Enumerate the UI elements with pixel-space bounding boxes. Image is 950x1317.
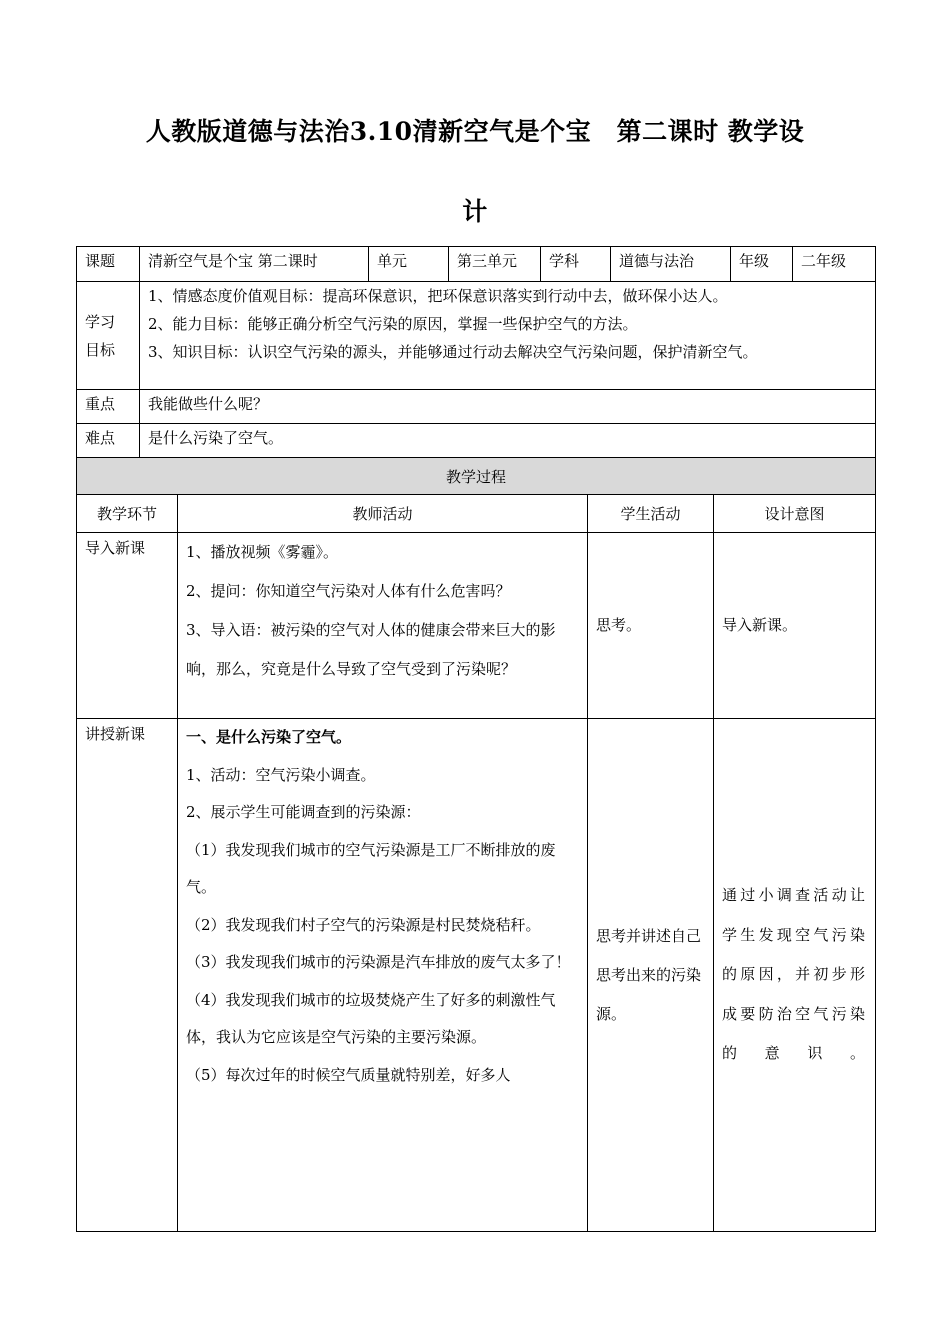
- intro-intent: 导入新课。: [714, 533, 876, 719]
- goals-cell: [140, 282, 876, 390]
- process-header: 教学过程: [77, 458, 876, 495]
- document-title-line-2: 计: [462, 197, 488, 226]
- difficult-label: 难点: [77, 424, 140, 458]
- goal-item: 2、能力目标：能够正确分析空气污染的原因，掌握一些保护空气的方法。: [148, 315, 638, 333]
- lesson-intent: 通过小调查活动让学生发现空气污染的原因，并初步形成要防治空气污染的意识。: [714, 719, 876, 1232]
- col-intent: 设计意图: [714, 495, 876, 533]
- lesson-step: 2、展示学生可能调查到的污染源：: [186, 803, 421, 821]
- key-label: 重点: [77, 390, 140, 424]
- teaching-process-table: [76, 457, 876, 1232]
- difficult-value: 是什么污染了空气。: [140, 424, 876, 458]
- lesson-heading: 一、是什么污染了空气。: [186, 728, 352, 746]
- lesson-step: （3）我发现我们城市的污染源是汽车排放的废气太多了！: [186, 953, 571, 971]
- lesson-step: （1）我发现我们城市的空气污染源是工厂不断排放的废气。: [186, 840, 556, 896]
- lesson-student: 思考并讲述自己思考出来的污染源。: [588, 719, 714, 1232]
- lesson-teacher: [178, 719, 588, 1232]
- intro-step: 3、导入语：被污染的空气对人体的健康会带来巨大的影响，那么，究竟是什么导致了空气受到了污染呢？: [186, 621, 556, 678]
- intro-teacher: [178, 533, 588, 719]
- intro-step: 1、播放视频《雾霾》。: [186, 543, 339, 561]
- intro-step: 2、提问：你知道空气污染对人体有什么危害吗？: [186, 582, 511, 600]
- subject-value: 道德与法治: [611, 247, 731, 282]
- topic-label: 课题: [77, 247, 140, 282]
- goal-item: 3、知识目标：认识空气污染的源头，并能够通过行动去解决空气污染问题，保护清新空气。: [148, 343, 758, 361]
- unit-value: 第三单元: [449, 247, 541, 282]
- lesson-stage: 讲授新课: [77, 719, 178, 1232]
- grade-value: 二年级: [793, 247, 876, 282]
- document-title-line-1: 人教版道德与法治3.10清新空气是个宝 第二课时 教学设: [145, 117, 805, 146]
- col-teacher: 教师活动: [178, 495, 588, 533]
- subject-label: 学科: [541, 247, 611, 282]
- goals-label: 学习 目标: [77, 282, 140, 390]
- topic-value: 清新空气是个宝 第二课时: [140, 247, 369, 282]
- intro-student: 思考。: [588, 533, 714, 719]
- lesson-info-table: [76, 246, 876, 458]
- unit-label: 单元: [369, 247, 449, 282]
- goal-item: 1、情感态度价值观目标：提高环保意识，把环保意识落实到行动中去，做环保小达人。: [148, 287, 728, 305]
- lesson-step: （4）我发现我们城市的垃圾焚烧产生了好多的刺激性气体，我认为它应该是空气污染的主要污染源。: [186, 990, 556, 1046]
- lesson-step: （2）我发现我们村子空气的污染源是村民焚烧秸秆。: [186, 915, 541, 934]
- col-stage: 教学环节: [77, 495, 178, 533]
- col-student: 学生活动: [588, 495, 714, 533]
- lesson-step: （5）每次过年的时候空气质量就特别差，好多人: [186, 1065, 511, 1084]
- grade-label: 年级: [731, 247, 793, 282]
- lesson-step: 1、活动：空气污染小调查。: [186, 765, 376, 784]
- intro-stage: 导入新课: [77, 533, 178, 719]
- key-value: 我能做些什么呢？: [140, 390, 876, 424]
